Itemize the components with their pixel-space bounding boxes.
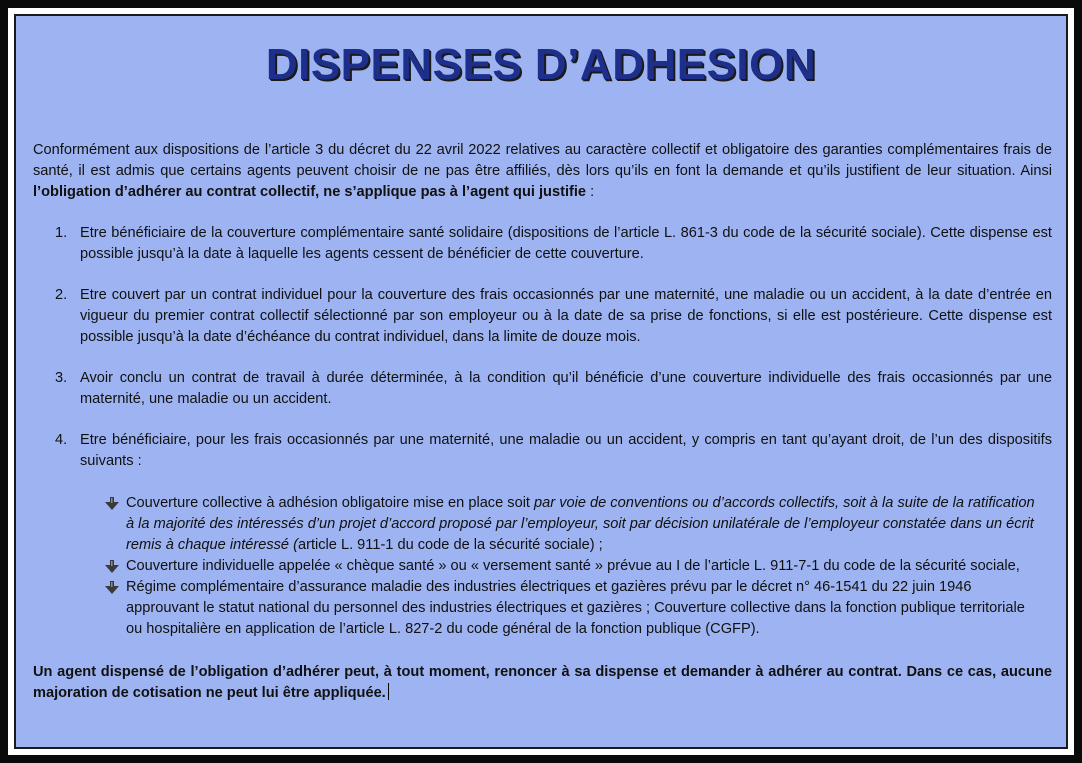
intro-bold-text: l’obligation d’adhérer au contrat collectif, ne s’applique pas à l’agent qui justifie bbox=[33, 184, 587, 200]
list-item-text: Etre couvert par un contrat individuel pour la couverture des frais occasionnés par une maternité, une maladie ou un accident, à la date d’entrée en vigueur du premier contrat collectif sélectionné par son employeur ou à la date de sa prise de fonctions, si elle est postérieure. Cette dispense est possible jusqu’à la date d’échéance du contrat individuel, dans la limite de douze mois. bbox=[80, 287, 1052, 345]
intro-paragraph bbox=[33, 140, 1052, 203]
bullet-item-3 bbox=[33, 577, 1052, 640]
final-paragraph bbox=[33, 662, 1052, 704]
bullet-text: Couverture collective à adhésion obligatoire mise en place soit bbox=[126, 495, 535, 511]
list-item-text: Avoir conclu un contrat de travail à durée déterminée, à la condition qu’il bénéficie d’une couverture individuelle des frais occasionnés par une maternité, une maladie ou un accident. bbox=[80, 370, 1052, 407]
document-panel bbox=[14, 14, 1068, 749]
list-item-text: Etre bénéficiaire de la couverture complémentaire santé solidaire (dispositions de l’article L. 861-3 du code de la sécurité sociale). Cette dispense est possible jusqu’à la date à laquelle les agents cessent de bénéficier de cette couverture. bbox=[80, 225, 1052, 262]
list-item-2 bbox=[33, 285, 1052, 348]
arrow-down-icon bbox=[105, 581, 119, 594]
bullet-item-2 bbox=[33, 556, 1052, 577]
bullet-item-1 bbox=[33, 493, 1052, 556]
list-number: 2. bbox=[55, 287, 68, 303]
list-item-1 bbox=[33, 223, 1052, 265]
bullet-text: Couverture individuelle appelée « chèque santé » ou « versement santé » prévue au I de l’article L. 911-7-1 du code de la sécurité sociale, bbox=[126, 558, 1020, 574]
bullet-text-end: article L. 911-1 du code de la sécurité sociale) ; bbox=[297, 537, 603, 553]
bullet-text: Régime complémentaire d’assurance maladie des industries électriques et gazières prévu par le décret n° 46-1541 du 22 juin 1946 approuvant le statut national du personnel des industries électriques et gazières ; Couverture collective dans la fonction publique territoriale ou hospitalière en application de l’article L. 827-2 du code général de la fonction publique (CGFP). bbox=[126, 579, 1025, 637]
list-number: 1. bbox=[55, 225, 68, 241]
dispositifs-list bbox=[33, 493, 1052, 640]
list-number: 3. bbox=[55, 370, 68, 386]
document-body bbox=[33, 140, 1052, 704]
list-item-text: Etre bénéficiaire, pour les frais occasionnés par une maternité, une maladie ou un accident, y compris en tant qu’ayant droit, de l’un des dispositifs suivants : bbox=[80, 432, 1052, 469]
list-item-3 bbox=[33, 368, 1052, 410]
text-cursor bbox=[388, 683, 389, 700]
intro-colon: : bbox=[586, 184, 595, 200]
intro-text: Conformément aux dispositions de l’article 3 du décret du 22 avril 2022 relatives au caractère collectif et obligatoire des garanties complémentaires frais de santé, il est admis que certains agents peuvent choisir de ne pas être affiliés, dès lors qu’ils en font la demande et qu’ils justifient de leur situation. Ainsi bbox=[33, 142, 1052, 179]
page-title: DISPENSES D’ADHESION bbox=[265, 40, 817, 89]
bullet-italic-text: par voie de conventions ou d’accords collectifs, soit à la suite de la ratification à la majorité des intéressés d’un projet d’accord proposé par l’employeur, soit par décision unilatérale de l’employeur constatée dans un écrit remis à chaque intéressé ( bbox=[126, 495, 1035, 553]
list-item-4 bbox=[33, 430, 1052, 472]
arrow-down-icon bbox=[105, 560, 119, 573]
list-number: 4. bbox=[55, 432, 68, 448]
dispense-list bbox=[33, 223, 1052, 472]
arrow-down-icon bbox=[105, 497, 119, 510]
final-text: Un agent dispensé de l’obligation d’adhérer peut, à tout moment, renoncer à sa dispense et demander à adhérer au contrat. Dans ce cas, aucune majoration de cotisation ne peut lui être appliquée. bbox=[33, 664, 1052, 701]
